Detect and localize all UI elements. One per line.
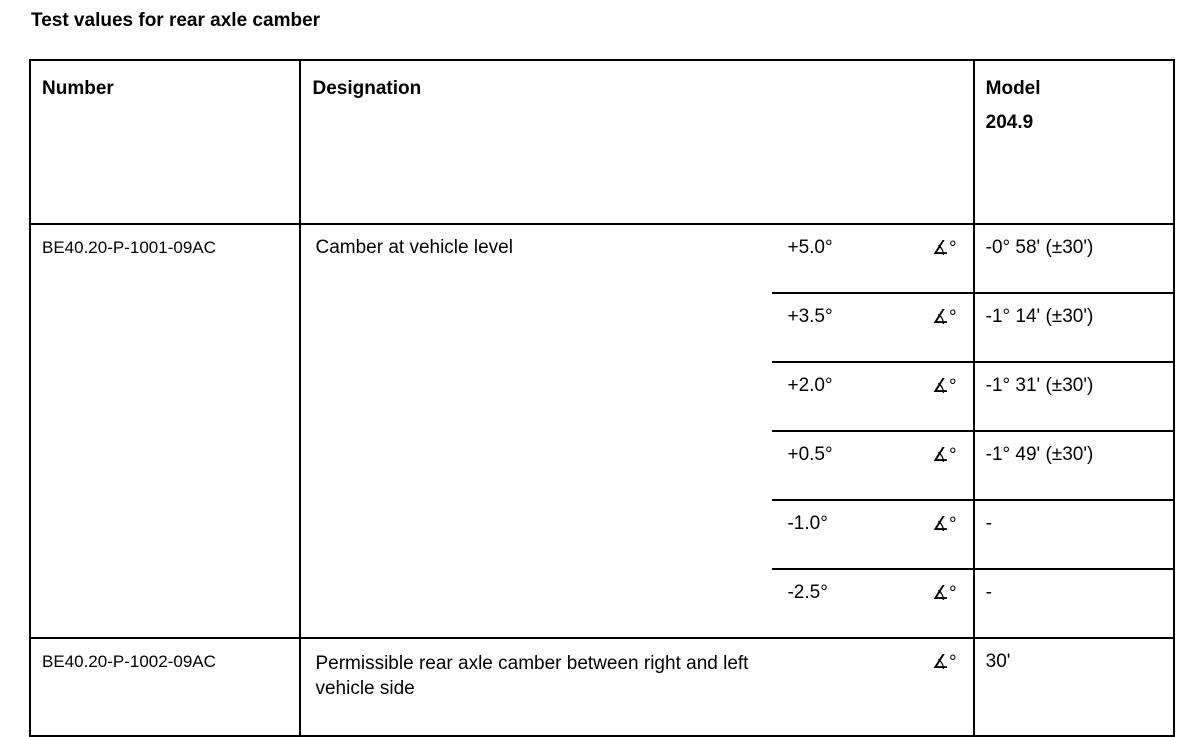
camber-value: -1° 31' (±30') xyxy=(975,362,1173,431)
test-number: BE40.20-P-1001-09AC xyxy=(42,238,216,257)
vehicle-level-list xyxy=(301,225,972,637)
vehicle-level-value: +0.5° xyxy=(772,431,930,500)
number-cell xyxy=(30,224,300,638)
test-number: BE40.20-P-1002-09AC xyxy=(42,652,216,671)
header-model: Model xyxy=(985,78,1041,99)
camber-angle-icon: ∡° xyxy=(930,293,972,362)
camber-value: - xyxy=(985,582,992,603)
camber-test-values-table xyxy=(29,59,1175,737)
camber-angle-icon: ∡° xyxy=(930,500,972,569)
camber-angle-icon: ∡° xyxy=(930,362,972,431)
camber-value: -0° 58' (±30') xyxy=(975,225,1173,293)
header-number-cell xyxy=(30,60,300,224)
vehicle-level-value: +5.0° xyxy=(772,225,930,293)
designation-cell xyxy=(300,224,973,638)
camber-value-list xyxy=(975,225,1173,637)
table-row xyxy=(30,638,1174,736)
list-item xyxy=(301,225,972,293)
vehicle-level-value: +3.5° xyxy=(772,293,930,362)
model-values-cell xyxy=(974,224,1174,638)
camber-value: -1° 49' (±30') xyxy=(975,431,1173,500)
header-designation-cell xyxy=(300,60,973,224)
header-row xyxy=(30,60,1174,224)
camber-angle-icon: ∡° xyxy=(932,652,957,673)
camber-angle-icon: ∡° xyxy=(932,583,957,604)
model-value-cell xyxy=(974,638,1174,736)
header-number: Number xyxy=(42,78,114,99)
header-model-code: 204.9 xyxy=(985,112,1034,133)
header-designation: Designation xyxy=(312,78,422,99)
vehicle-level-value: +2.0° xyxy=(772,362,930,431)
camber-value: - xyxy=(975,500,1173,569)
document-title: Test values for rear axle camber xyxy=(31,10,321,31)
camber-value: -1° 14' (±30') xyxy=(975,293,1173,362)
camber-angle-icon: ∡° xyxy=(930,431,972,500)
table-row xyxy=(30,224,1174,638)
number-cell xyxy=(30,638,300,736)
header-model-cell xyxy=(974,60,1174,224)
camber-tolerance-value: 30' xyxy=(985,651,1011,672)
vehicle-level-value: -2.5° xyxy=(787,582,828,603)
designation-text: Camber at vehicle level xyxy=(315,237,513,258)
vehicle-level-value: -1.0° xyxy=(772,500,930,569)
designation-cell xyxy=(300,638,973,736)
designation-text: Permissible rear axle camber between right and left vehicle side xyxy=(315,653,749,699)
camber-angle-icon: ∡° xyxy=(930,225,972,293)
